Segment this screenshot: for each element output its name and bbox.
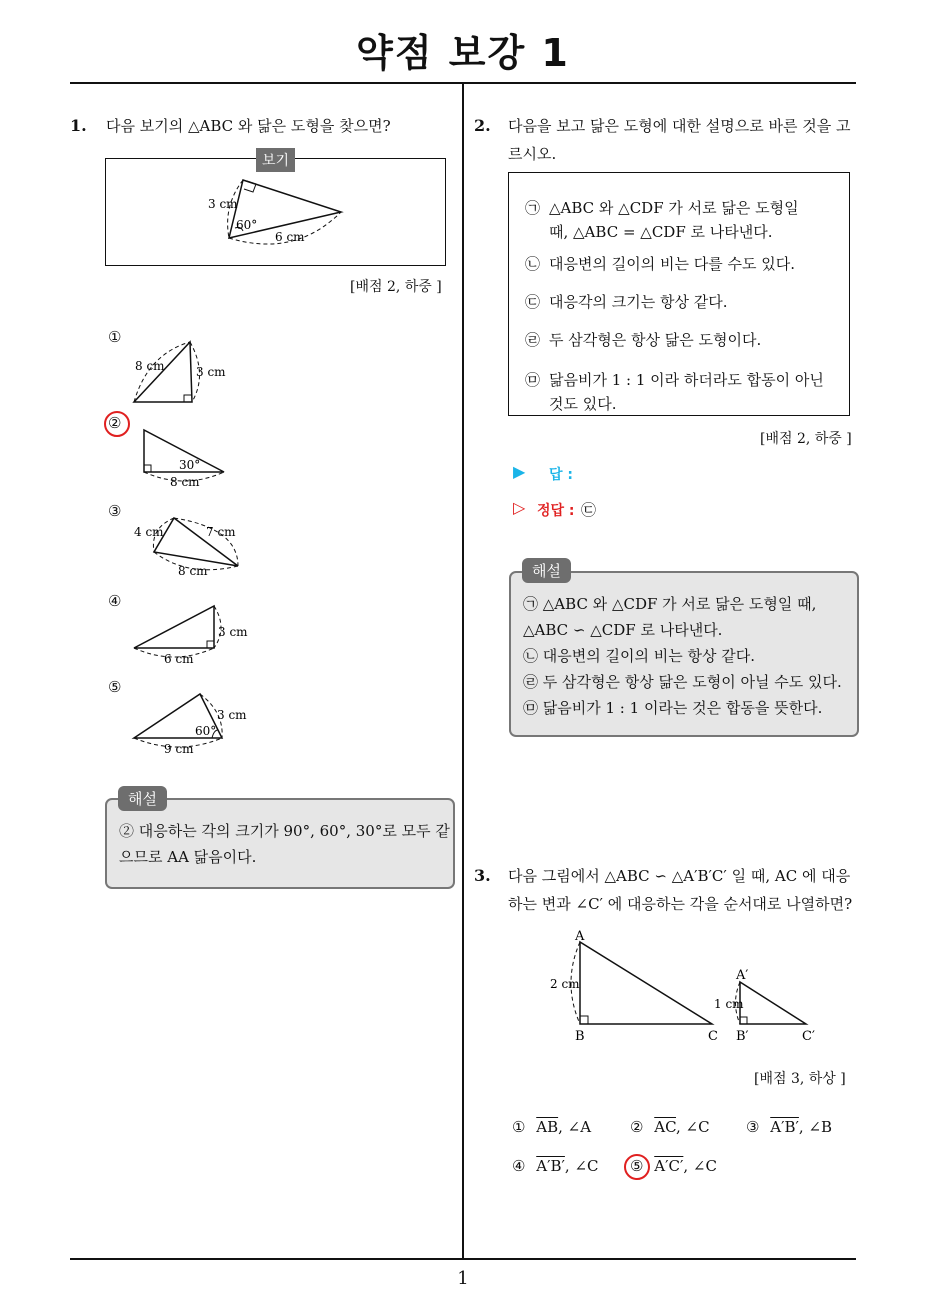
- q3-label-A: A: [575, 929, 585, 944]
- q2-stmt-5-line-1: 닮음비가 1 : 1 이라 하더라도 합동이 아닌: [549, 371, 824, 389]
- q1-opt1-label-1: 3 cm: [196, 365, 226, 379]
- q2-answer-label: 답 :: [549, 467, 573, 483]
- q1-opt5-label-0: 3 cm: [217, 708, 247, 722]
- q2-explanation-line-2: △ABC ∽ △CDF 로 나타낸다.: [523, 621, 723, 639]
- q1-opt2-label-1: 8 cm: [170, 475, 200, 489]
- q2-correct-label: 정답 :: [537, 503, 575, 519]
- q2-explanation-line-4: ㉣ 두 삼각형은 항상 닮은 도형이 아닐 수도 있다.: [523, 673, 842, 691]
- q1-number: 1.: [70, 116, 87, 135]
- q2-explanation-box: [509, 571, 859, 737]
- q1-opt5-label-2: 9 cm: [164, 742, 194, 756]
- q3-option-4-seg: A′B′: [536, 1157, 565, 1175]
- q3-option-1-angle: , ∠A: [558, 1118, 592, 1136]
- q1-option-5-figure: [128, 690, 248, 760]
- q1-opt1-label-0: 8 cm: [135, 359, 165, 373]
- q3-label-side2: 1 cm: [714, 997, 744, 1011]
- q2-explanation-line-3: ㉡ 대응변의 길이의 비는 항상 같다.: [523, 647, 755, 665]
- q1-option-1-figure: [128, 334, 238, 414]
- q1-bogi-label-angle: 60°: [236, 218, 258, 232]
- q3-label-A2: A′: [736, 968, 749, 983]
- q3-option-1[interactable]: [512, 1118, 591, 1136]
- q3-option-2-angle: , ∠C: [676, 1118, 710, 1136]
- q3-text-line-1: 다음 그림에서 △ABC ∽ △A′B′C′ 일 때, AC 에 대응: [508, 867, 851, 885]
- page-number: 1: [457, 1268, 469, 1289]
- q2-stmt-5-num: ㉤: [525, 371, 541, 389]
- q2-stmt-3-num: ㉢: [525, 293, 541, 311]
- q1-opt4-label-0: 3 cm: [218, 625, 248, 639]
- q2-stmt-1-line-2: 때, △ABC = △CDF 로 나타낸다.: [549, 223, 773, 241]
- q2-explanation-line-1: ㉠ △ABC 와 △CDF 가 서로 닮은 도형일 때,: [523, 595, 817, 613]
- column-divider: [462, 83, 464, 1259]
- q1-explanation-line-2: 으므로 AA 닮음이다.: [119, 848, 257, 866]
- q2-text-line-2: 르시오.: [508, 145, 557, 163]
- q2-score: [배점 2, 하중 ]: [760, 431, 852, 447]
- q2-stmt-4-num: ㉣: [525, 331, 541, 349]
- q1-explanation-tag: 해설: [118, 786, 167, 811]
- q3-option-5-num: ⑤: [630, 1157, 644, 1175]
- q3-option-1-num: ①: [512, 1118, 526, 1136]
- q3-label-C: C: [708, 1029, 718, 1044]
- q1-explanation-box: [105, 798, 455, 889]
- q3-option-2[interactable]: [630, 1118, 710, 1136]
- q3-label-side: 2 cm: [550, 977, 580, 991]
- q1-option-1-num[interactable]: ①: [108, 328, 122, 346]
- q1-option-5-num[interactable]: ⑤: [108, 678, 122, 696]
- q3-option-4[interactable]: [512, 1157, 599, 1175]
- q3-option-4-num: ④: [512, 1157, 526, 1175]
- q1-option-2-figure: [128, 426, 238, 492]
- q3-text-line-2: 하는 변과 ∠C′ 에 대응하는 각을 순서대로 나열하면?: [508, 895, 853, 913]
- q3-option-3-angle: , ∠B: [798, 1118, 833, 1136]
- q1-text: 다음 보기의 △ABC 와 닮은 도형을 찾으면?: [106, 117, 391, 135]
- q1-opt5-label-1: 60°: [195, 724, 217, 738]
- q3-option-2-num: ②: [630, 1118, 644, 1136]
- q3-label-B2: B′: [736, 1029, 749, 1044]
- q3-label-C2: C′: [802, 1029, 815, 1044]
- q2-stmt-5-line-2: 것도 있다.: [549, 395, 617, 413]
- q1-opt3-label-2: 8 cm: [178, 564, 208, 578]
- q3-label-B: B: [575, 1029, 585, 1044]
- q3-option-2-seg: $\overline{AC}$: [654, 1118, 677, 1136]
- q1-bogi-figure: [105, 158, 445, 266]
- answer-arrow-icon: ▶: [513, 462, 526, 481]
- page-title: 약점 보강 1: [356, 31, 570, 75]
- q2-stmt-4-line-1: 두 삼각형은 항상 닮은 도형이다.: [549, 331, 762, 349]
- q1-option-4-num[interactable]: ④: [108, 592, 122, 610]
- q1-opt4-label-1: 6 cm: [164, 652, 194, 666]
- q1-option-4-figure: [128, 600, 248, 670]
- q1-score: [배점 2, 하중 ]: [350, 279, 442, 295]
- q3-figure: [540, 924, 840, 1046]
- q2-stmt-2-num: ㉡: [525, 255, 541, 273]
- q3-option-4-angle: , ∠C: [564, 1157, 599, 1175]
- q2-correct-value: ㉢: [581, 501, 597, 519]
- q3-number: 3.: [474, 866, 491, 885]
- q3-option-3[interactable]: [746, 1118, 832, 1136]
- q1-option-3-figure: [128, 512, 248, 582]
- q1-bogi-label-b: 6 cm: [275, 230, 305, 244]
- q2-stmt-3-line-1: 대응각의 크기는 항상 같다.: [549, 293, 728, 311]
- q3-option-3-seg: A′B′: [770, 1118, 799, 1136]
- q3-option-5[interactable]: [630, 1157, 717, 1175]
- q1-opt3-label-1: 7 cm: [206, 525, 236, 539]
- q3-option-1-seg: $\overline{AB}$: [536, 1118, 559, 1136]
- q2-text-line-1: 다음을 보고 닮은 도형에 대한 설명으로 바른 것을 고: [508, 117, 851, 135]
- bottom-rule: [70, 1258, 856, 1260]
- q1-option-2-num[interactable]: ②: [108, 414, 122, 432]
- q1-opt2-label-0: 30°: [179, 458, 201, 472]
- q2-stmt-2-line-1: 대응변의 길이의 비는 다를 수도 있다.: [549, 255, 795, 273]
- q1-opt3-label-0: 4 cm: [134, 525, 164, 539]
- q1-bogi-tag: 보기: [256, 148, 295, 172]
- q2-explanation-tag: 해설: [522, 558, 571, 583]
- correct-arrow-icon: ▷: [513, 498, 526, 517]
- q1-bogi-label-a: 3 cm: [208, 197, 238, 211]
- q1-option-3-num[interactable]: ③: [108, 502, 122, 520]
- q3-option-5-seg: A′C′: [654, 1157, 684, 1175]
- q3-score: [배점 3, 하상 ]: [754, 1071, 846, 1087]
- q3-option-3-num: ③: [746, 1118, 760, 1136]
- q2-explanation-line-5: ㉤ 닮음비가 1 : 1 이라는 것은 합동을 뜻한다.: [523, 699, 823, 717]
- q1-explanation-line-1: ② 대응하는 각의 크기가 90°, 60°, 30°로 모두 같: [119, 822, 450, 840]
- q2-stmt-1-num: ㉠: [525, 199, 541, 217]
- q3-option-5-angle: , ∠C: [683, 1157, 717, 1175]
- q2-number: 2.: [474, 116, 491, 135]
- q2-statements-box: [508, 172, 850, 416]
- q2-stmt-1-line-1: △ABC 와 △CDF 가 서로 닮은 도형일: [549, 199, 799, 217]
